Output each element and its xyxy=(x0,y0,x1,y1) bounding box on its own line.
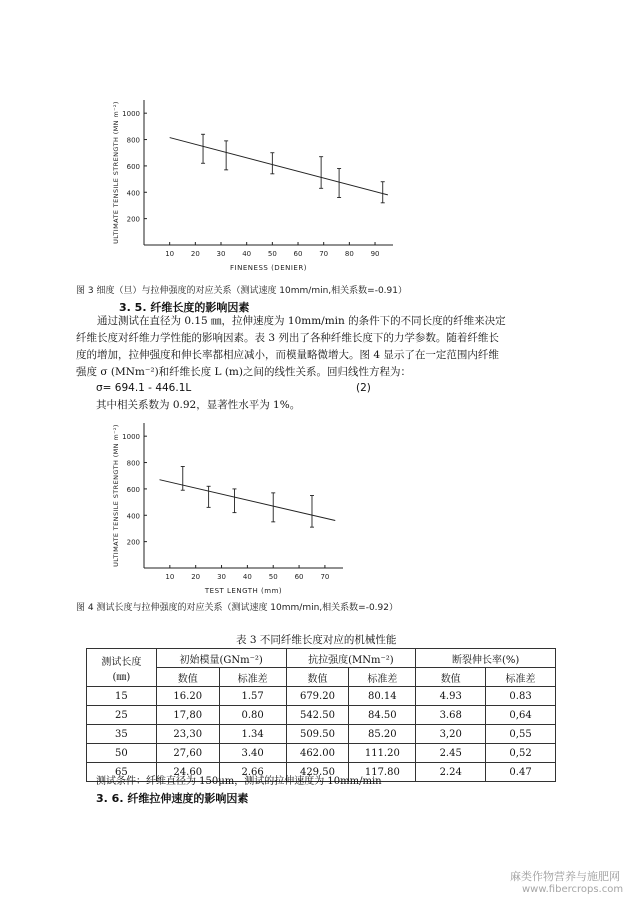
table-cell: 111.20 xyxy=(349,744,416,763)
x-axis-label: FINENESS (DENIER) xyxy=(230,264,307,272)
x-tick-label: 40 xyxy=(242,573,252,581)
subheader-std: 标准差 xyxy=(349,668,416,687)
x-tick-label: 70 xyxy=(320,573,330,581)
table-cell: 0,64 xyxy=(486,706,556,725)
header-tensile-strength: 抗拉强度(MNm⁻²) xyxy=(286,649,416,668)
x-tick-label: 90 xyxy=(370,250,380,258)
table-cell: 117.80 xyxy=(349,763,416,782)
table-cell: 462.00 xyxy=(286,744,349,763)
header-test-length-label: 测试长度 xyxy=(101,656,142,668)
table-cell: 84.50 xyxy=(349,706,416,725)
table-cell: 50 xyxy=(87,744,157,763)
header-test-length-unit: (㎜) xyxy=(112,671,131,683)
section-3-5-heading: 3. 5. 纤维长度的影响因素 xyxy=(119,301,250,314)
y-tick-label: 1000 xyxy=(122,433,140,442)
section-3-6-heading: 3. 6. 纤维拉伸速度的影响因素 xyxy=(96,792,249,805)
table-row xyxy=(87,725,556,744)
regression-line xyxy=(170,138,388,195)
subheader-value: 数值 xyxy=(156,668,219,687)
watermark-site-name: 麻类作物营养与施肥网 xyxy=(510,870,620,883)
table-cell: 27,60 xyxy=(156,744,219,763)
y-tick-label: 400 xyxy=(126,189,140,198)
table-cell: 1.34 xyxy=(219,725,286,744)
y-tick-label: 1000 xyxy=(122,110,140,119)
y-tick-label: 800 xyxy=(126,136,140,145)
table-row xyxy=(87,706,556,725)
y-axis-label: ULTIMATE TENSILE STRENGTH (MN m⁻²) xyxy=(112,101,120,244)
x-tick-label: 20 xyxy=(190,250,200,258)
x-tick-label: 50 xyxy=(267,250,277,258)
correlation-sentence: 其中相关系数为 0.92，显著性水平为 1%。 xyxy=(96,399,301,411)
table-cell: 2.45 xyxy=(416,744,486,763)
x-axis-label: TEST LENGTH (mm) xyxy=(204,587,283,595)
table-cell: 429.50 xyxy=(286,763,349,782)
table-cell: 2.66 xyxy=(219,763,286,782)
subheader-value: 数值 xyxy=(286,668,349,687)
x-tick-label: 30 xyxy=(216,250,226,258)
x-tick-label: 40 xyxy=(242,250,252,258)
table-cell: 3.40 xyxy=(219,744,286,763)
table-cell: 23,30 xyxy=(156,725,219,744)
x-tick-label: 80 xyxy=(344,250,354,258)
y-tick-label: 400 xyxy=(126,512,140,521)
table-cell: 85.20 xyxy=(349,725,416,744)
x-tick-label: 10 xyxy=(165,250,175,258)
table-cell: 0,52 xyxy=(486,744,556,763)
x-tick-label: 30 xyxy=(217,573,226,581)
x-tick-label: 50 xyxy=(268,573,278,581)
table-cell: 3.68 xyxy=(416,706,486,725)
y-tick-label: 600 xyxy=(126,485,140,494)
table-row xyxy=(87,744,556,763)
y-tick-label: 800 xyxy=(126,459,140,468)
para-line-4: 强度 σ (MNm⁻²)和纤维长度 L (m)之间的线性关系。回归线性方程为： xyxy=(76,366,411,378)
subheader-value: 数值 xyxy=(416,668,486,687)
figure-4-chart xyxy=(108,418,348,598)
table-cell: 0.83 xyxy=(486,687,556,706)
header-elongation: 断裂伸长率(%) xyxy=(416,649,556,668)
table-cell: 0.80 xyxy=(219,706,286,725)
table-cell: 24.60 xyxy=(156,763,219,782)
para-line-3: 度的增加，拉伸强度和伸长率都相应减小，而模量略微增大。图 4 显示了在一定范围内纤维 xyxy=(76,349,499,361)
table-cell: 679.20 xyxy=(286,687,349,706)
table-cell: 65 xyxy=(87,763,157,782)
section-3-5-body xyxy=(76,313,506,381)
table-cell: 35 xyxy=(87,725,157,744)
equation-number: (2) xyxy=(356,382,371,394)
para-line-1: 通过测试在直径为 0.15 ㎜，拉伸速度为 10mm/min 的条件下的不同长度的纤维来决定 xyxy=(97,315,506,327)
table-cell: 17,80 xyxy=(156,706,219,725)
y-axis-label: ULTIMATE TENSILE STRENGTH (MN m⁻²) xyxy=(112,424,120,567)
table-cell: 542.50 xyxy=(286,706,349,725)
table-cell: 3,20 xyxy=(416,725,486,744)
table-3-title: 表 3 不同纤维长度对应的机械性能 xyxy=(236,634,397,646)
regression-line xyxy=(160,480,336,521)
table-cell: 80.14 xyxy=(349,687,416,706)
header-test-length xyxy=(87,649,157,687)
x-tick-label: 20 xyxy=(191,573,201,581)
watermark-url: www.fibercrops.com xyxy=(522,884,624,895)
figure-3-chart xyxy=(108,95,398,280)
table-cell: 15 xyxy=(87,687,157,706)
table-cell: 0.47 xyxy=(486,763,556,782)
header-modulus: 初始模量(GNm⁻²) xyxy=(156,649,286,668)
table-cell: 0,55 xyxy=(486,725,556,744)
y-tick-label: 200 xyxy=(126,215,140,224)
y-tick-label: 200 xyxy=(126,538,140,547)
table-3 xyxy=(86,648,556,782)
table-cell: 509.50 xyxy=(286,725,349,744)
y-tick-label: 600 xyxy=(126,162,140,171)
x-tick-label: 10 xyxy=(165,573,175,581)
x-tick-label: 70 xyxy=(319,250,329,258)
para-line-2: 纤维长度对纤维力学性能的影响因素。表 3 列出了各种纤维长度下的力学参数。随着纤维长 xyxy=(76,332,499,344)
subheader-std: 标准差 xyxy=(219,668,286,687)
x-tick-label: 60 xyxy=(294,573,304,581)
table-cell: 25 xyxy=(87,706,157,725)
equation: σ= 694.1 - 446.1L xyxy=(96,382,192,394)
x-tick-label: 60 xyxy=(293,250,303,258)
figure-4-caption: 图 4 测试长度与拉伸强度的对应关系（测试速度 10mm/min,相关系数=-0.92） xyxy=(76,603,398,613)
figure-3-caption: 图 3 细度（旦）与拉伸强度的对应关系（测试速度 10mm/min,相关系数=-0.91） xyxy=(76,286,407,296)
table-cell: 1.57 xyxy=(219,687,286,706)
table-row xyxy=(87,687,556,706)
subheader-std: 标准差 xyxy=(486,668,556,687)
table-3-note: 测试条件：纤维直径为 150μm，测试的拉伸速度为 10mm/min xyxy=(96,776,382,787)
table-cell: 16.20 xyxy=(156,687,219,706)
table-cell: 2.24 xyxy=(416,763,486,782)
table-cell: 4.93 xyxy=(416,687,486,706)
